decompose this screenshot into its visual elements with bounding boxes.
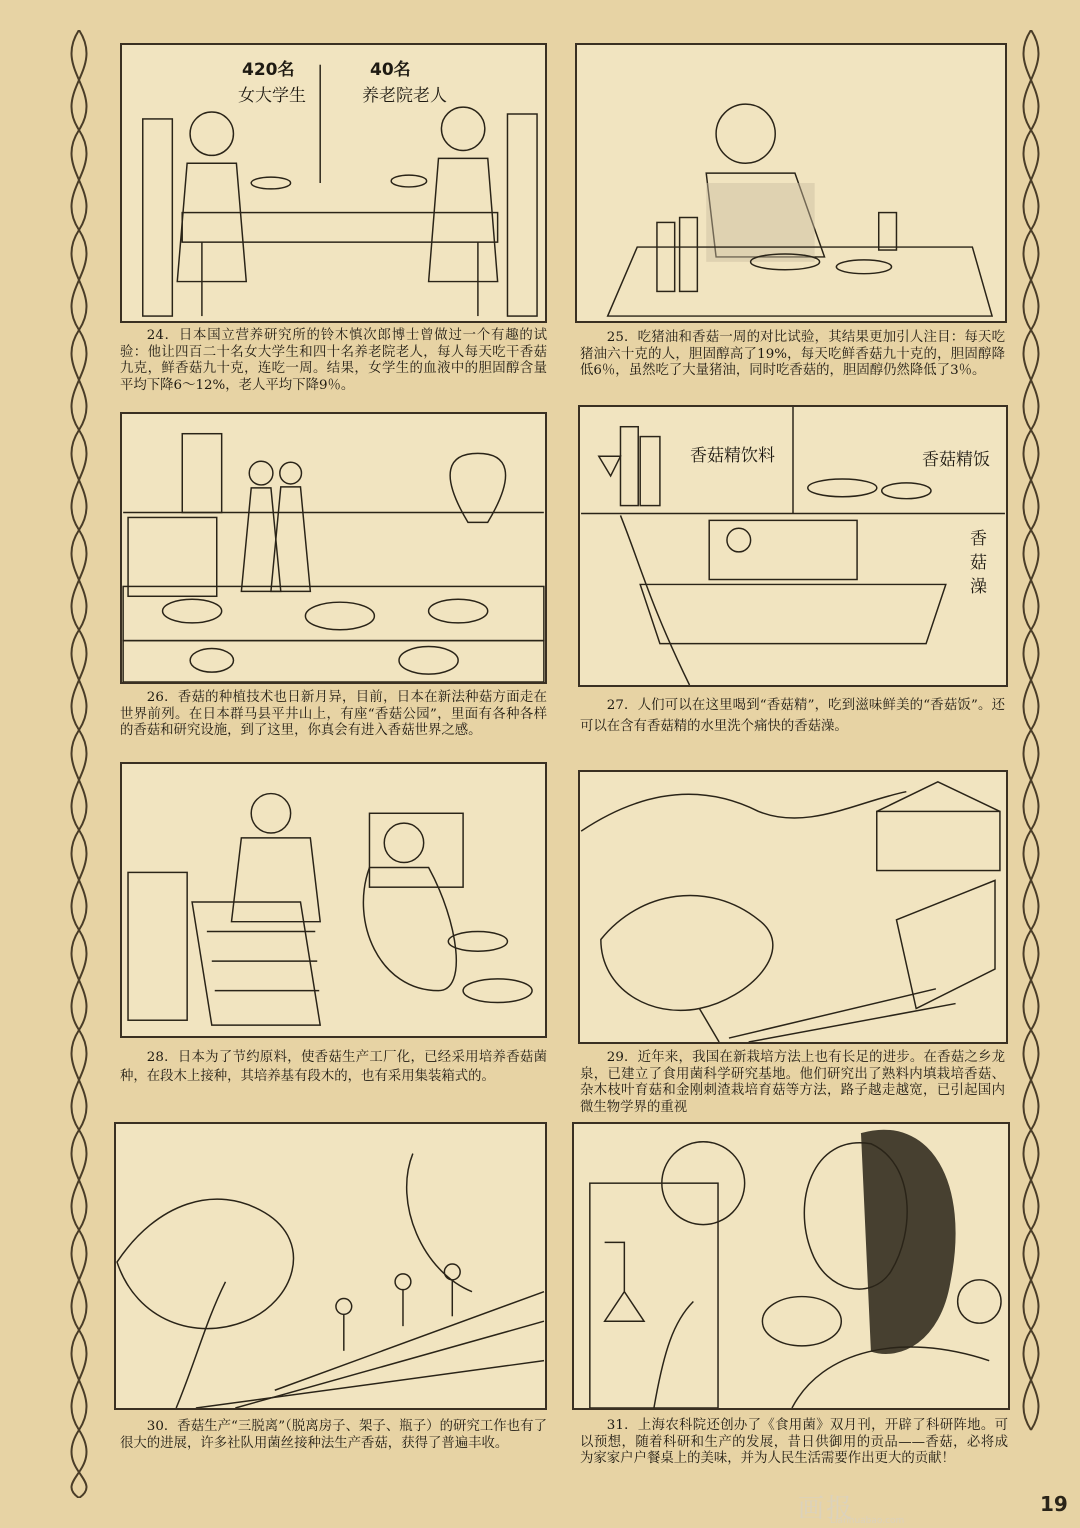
- mushroom-park-drawing: [122, 414, 545, 682]
- panel-26-illustration: [120, 412, 547, 684]
- label-420: 420名: [242, 60, 295, 80]
- panel-27-illustration: [578, 405, 1008, 687]
- ornamental-border-left: [48, 30, 110, 1498]
- watermark-url: Lianhuabao.com: [830, 1516, 905, 1526]
- caption-29: 29．近年来，我国在新栽培方法上也有长足的进步。在香菇之乡龙泉，已建立了食用菌科学研究基地。他们研究出了熟料内填栽培香菇、杂木枝叶育菇和金刚刺渣栽培育菇等方法，路子越走越宽，已引起国内微生物学界的重视: [580, 1050, 1005, 1115]
- caption-30: 30．香菇生产“三脱离”（脱离房子、架子、瓶子）的研究工作也有了很大的进展，许多社队用菌丝接种法生产香菇，获得了普遍丰收。: [120, 1419, 547, 1451]
- page-number: 19: [1040, 1492, 1068, 1516]
- label-mushroom-essence-drink: 香菇精饮料: [690, 446, 775, 466]
- label-mushroom-essence-rice: 香菇精饭: [922, 450, 990, 470]
- caption-24: 24．日本国立营养研究所的铃木慎次郎博士曾做过一个有趣的试验：他让四百二十名女大学生和四十名养老院老人，每人每天吃干香菇九克，鲜香菇九十克，连吃一周。结果，女学生的血液中的胆固醇含量平均下降6～12%，老人平均下降9％。: [120, 328, 547, 393]
- longquan-base-drawing: [580, 772, 1006, 1042]
- panel-29-illustration: [578, 770, 1008, 1044]
- watermark: 画报: [798, 1494, 855, 1524]
- panel-24-illustration: [120, 43, 547, 323]
- panel-25-illustration: [575, 43, 1007, 323]
- panel-30-illustration: [114, 1122, 547, 1410]
- label-mushroom-bath-text: 香菇澡: [970, 529, 987, 597]
- woman-holding-mushroom-drawing: [574, 1124, 1008, 1408]
- lard-experiment-drawing: [577, 45, 1005, 321]
- caption-25: 25．吃猪油和香菇一周的对比试验，其结果更加引人注目：每天吃猪油六十克的人，胆固醇高了19%，每天吃鲜香菇九十克的，胆固醇降低6％，虽然吃了大量猪油，同时吃香菇的，胆固醇仍然降低了3％。: [580, 330, 1005, 378]
- label-mushroom-bath: [970, 527, 990, 599]
- log-cultivation-drawing: [122, 764, 545, 1036]
- caption-27: 27．人们可以在这里喝到“香菇精”，吃到滋味鲜美的“香菇饭”。还可以在含有香菇精的水里洗个痛快的香菇澡。: [580, 698, 1005, 734]
- panel-31-illustration: [572, 1122, 1010, 1410]
- caption-28: 28．日本为了节约原料，使香菇生产工厂化，已经采用培养香菇菌种，在段木上接种，其培养基有段木的，也有采用集装箱式的。: [120, 1050, 547, 1084]
- caption-26: 26．香菇的种植技术也日新月异，目前，日本在新法种菇方面走在世界前列。在日本群马县平井山上，有座“香菇公园”，里面有各种各样的香菇和研究设施，到了这里，你真会有进入香菇世界之感。: [120, 690, 547, 738]
- label-elderly: 养老院老人: [362, 86, 447, 106]
- field-harvest-drawing: [116, 1124, 545, 1408]
- dining-experiment-drawing: [122, 45, 545, 321]
- label-female-students: 女大学生: [238, 86, 306, 106]
- caption-31: 31．上海农科院还创办了《食用菌》双月刊，开辟了科研阵地。可以预想，随着科研和生产的发展，昔日供御用的贡品——香菇，必将成为家家户户餐桌上的美味，并为人民生活需要作出更大的贡献！: [580, 1418, 1008, 1466]
- panel-28-illustration: [120, 762, 547, 1038]
- label-40: 40名: [370, 60, 411, 80]
